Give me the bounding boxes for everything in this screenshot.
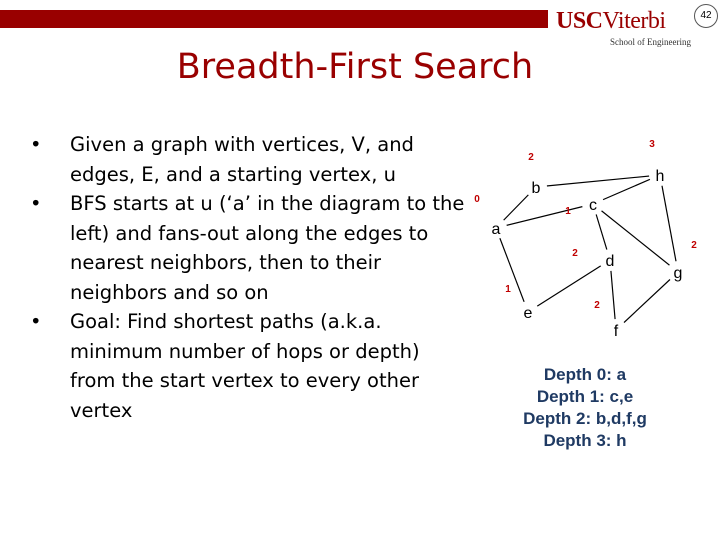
logo-usc: USC [556,8,603,34]
page-number: 42 [694,4,718,28]
usc-viterbi-logo [556,8,696,48]
node-c-label: c [589,197,597,214]
bullet-text: BFS starts at u (‘a’ in the diagram to the left) and fans-out along the edges to nearest neighbors, then to their neighbors and so on [70,192,465,304]
node-g-label: g [673,265,683,282]
node-c-depth-label: 1 [565,206,571,217]
edge-a-e [496,228,528,312]
node-d-label: d [605,253,615,270]
node-a-label: a [491,221,501,238]
node-b-depth-label: 2 [528,152,534,163]
node-d-depth-label: 2 [572,248,578,259]
edge-h-g [660,175,678,272]
depth-line: Depth 1: c,e [536,387,634,406]
bullet-dot-icon: • [30,133,42,156]
bfs-graph-diagram [460,130,720,340]
depth-line: Depth 3: h [543,431,627,450]
bullet-item [30,130,470,189]
logo-wordmark [556,8,666,34]
node-h-label: h [655,168,665,185]
slide-title: Breadth-First Search [176,47,534,87]
depth-line: Depth 2: b,d,f,g [523,409,647,428]
depth-line: Depth 0: a [543,365,627,384]
node-b-label: b [531,180,541,197]
bullet-list [30,130,470,425]
bullet-text: Goal: Find shortest paths (a.k.a. minimum number of hops or depth) from the start vertex to every other vertex [70,310,420,422]
depth-summary [480,364,690,452]
node-e-depth-label: 1 [505,284,511,295]
bullet-dot-icon: • [30,192,42,215]
node-g-depth-label: 2 [691,240,697,251]
edge-a-c [496,204,593,228]
node-f-depth-label: 2 [594,300,600,311]
bullet-dot-icon: • [30,310,42,333]
logo-subtitle: School of Engineering [610,37,691,47]
header-bar [0,10,548,28]
logo-viterbi: Viterbi [602,8,666,34]
edge-b-h [536,175,660,187]
edge-f-g [616,272,678,330]
node-e-label: e [523,305,533,322]
graph-nodes [474,139,697,340]
node-h-depth-label: 3 [649,139,655,150]
node-a-depth-label: 0 [474,194,480,205]
bullet-item [30,189,470,307]
node-f-label: f [613,323,619,340]
bullet-item [30,307,470,425]
bullet-text: Given a graph with vertices, V, and edges, E, and a starting vertex, u [70,133,414,186]
